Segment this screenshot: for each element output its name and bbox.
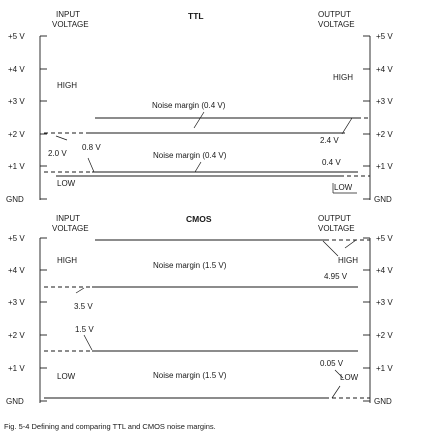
- ttl-input-low-label: LOW: [57, 179, 76, 188]
- ttl-right-label-3v: +3 V: [376, 97, 393, 106]
- cmos-input-low-label: LOW: [57, 372, 76, 381]
- cmos-vil-pointer: [84, 335, 92, 350]
- ttl-vil-08-pointer: [88, 158, 94, 172]
- cmos-right-label-gnd: GND: [374, 397, 392, 406]
- ttl-input-high-label: HIGH: [57, 81, 77, 90]
- cmos-output-header-line1: OUTPUT: [318, 214, 351, 223]
- ttl-output-low-label: LOW: [334, 183, 353, 192]
- cmos-right-label-3v: +3 V: [376, 298, 393, 307]
- ttl-output-header-line2: VOLTAGE: [318, 20, 355, 29]
- cmos-vih-label: 3.5 V: [74, 302, 93, 311]
- cmos-voh-label: 4.95 V: [324, 272, 348, 281]
- cmos-vil-label: 1.5 V: [75, 325, 94, 334]
- figure-caption: Fig. 5-4 Defining and comparing TTL and CMOS noise margins.: [4, 422, 216, 431]
- cmos-vih-pointer: [76, 288, 84, 293]
- cmos-right-label-5v: +5 V: [376, 234, 393, 243]
- ttl-left-label-3v: +3 V: [8, 97, 25, 106]
- ttl-output-header-line1: OUTPUT: [318, 10, 351, 19]
- ttl-noise-margin-low-label: Noise margin (0.4 V): [153, 151, 227, 160]
- ttl-left-label-5v: +5 V: [8, 32, 25, 41]
- cmos-left-label-4v: +4 V: [8, 266, 25, 275]
- cmos-title: CMOS: [186, 214, 212, 224]
- ttl-right-label-gnd: GND: [374, 195, 392, 204]
- ttl-input-header-line1: INPUT: [56, 10, 80, 19]
- ttl-left-label-gnd: GND: [6, 195, 24, 204]
- ttl-left-label-1v: +1 V: [8, 162, 25, 171]
- ttl-right-label-5v: +5 V: [376, 32, 393, 41]
- cmos-right-label-1v: +1 V: [376, 364, 393, 373]
- cmos-noise-margin-low-label: Noise margin (1.5 V): [153, 371, 227, 380]
- ttl-vol-label: 0.4 V: [322, 158, 341, 167]
- cmos-left-label-2v: +2 V: [8, 331, 25, 340]
- cmos-output-low-bracket: [332, 386, 340, 398]
- ttl-input-header-line2: VOLTAGE: [52, 20, 89, 29]
- ttl-voh-label: 2.4 V: [320, 136, 339, 145]
- ttl-vil-08-label: 0.8 V: [82, 143, 101, 152]
- cmos-output-header-line2: VOLTAGE: [318, 224, 355, 233]
- ttl-voh-pointer: [342, 118, 352, 134]
- ttl-right-label-2v: +2 V: [376, 130, 393, 139]
- cmos-input-header-line1: INPUT: [56, 214, 80, 223]
- cmos-panel: [6, 214, 393, 406]
- cmos-voh-pointer: [345, 240, 356, 248]
- cmos-output-low-label: LOW: [340, 373, 359, 382]
- cmos-output-high-label: HIGH: [338, 256, 358, 265]
- cmos-vol-label: 0.05 V: [320, 359, 344, 368]
- ttl-panel: [6, 10, 393, 204]
- ttl-left-label-4v: +4 V: [8, 65, 25, 74]
- ttl-output-high-label: HIGH: [333, 73, 353, 82]
- ttl-title: TTL: [188, 11, 204, 21]
- ttl-vil-pointer: [56, 136, 67, 140]
- ttl-right-label-1v: +1 V: [376, 162, 393, 171]
- ttl-noise-margin-high-arrow: [194, 112, 204, 128]
- ttl-noise-margin-high-label: Noise margin (0.4 V): [152, 101, 226, 110]
- cmos-right-label-4v: +4 V: [376, 266, 393, 275]
- ttl-vil-label: 2.0 V: [48, 149, 67, 158]
- cmos-input-high-label: HIGH: [57, 256, 77, 265]
- ttl-noise-margin-low-arrow: [195, 162, 201, 172]
- cmos-left-label-1v: +1 V: [8, 364, 25, 373]
- ttl-left-label-2v: +2 V: [8, 130, 25, 139]
- cmos-left-label-gnd: GND: [6, 397, 24, 406]
- cmos-output-high-bracket: [323, 241, 338, 256]
- cmos-left-label-3v: +3 V: [8, 298, 25, 307]
- ttl-right-label-4v: +4 V: [376, 65, 393, 74]
- cmos-right-label-2v: +2 V: [376, 331, 393, 340]
- cmos-left-label-5v: +5 V: [8, 234, 25, 243]
- cmos-noise-margin-high-label: Noise margin (1.5 V): [153, 261, 227, 270]
- cmos-input-header-line2: VOLTAGE: [52, 224, 89, 233]
